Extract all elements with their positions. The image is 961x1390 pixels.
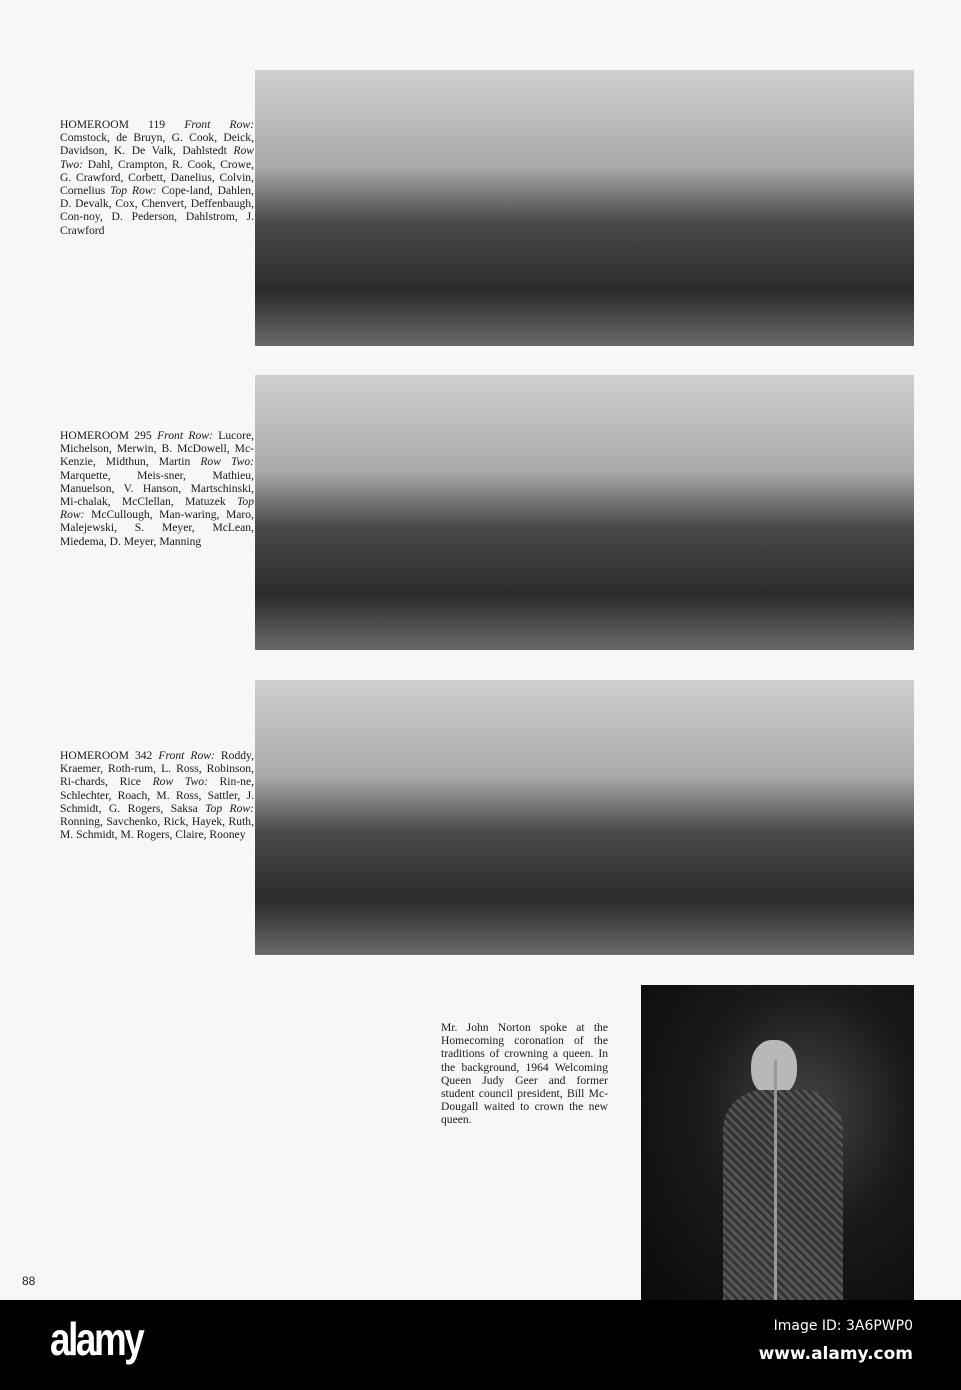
caption-text: Cope-land, Dahlen, D. Devalk, Cox, Chenvert, Deffenbaugh, Con-noy, D. Pederson, Dahlstrom, J. Crawford: [60, 184, 254, 237]
caption-label: Top Row:: [110, 184, 157, 198]
homeroom-342-photo: [255, 680, 914, 955]
caption-label: Top Row:: [60, 495, 254, 522]
caption-text: Marquette, Meis-sner, Mathieu, Manuelson, V. Hanson, Martschinski, Mi-chalak, McClellan, Matuzek: [60, 468, 254, 509]
homeroom-119-photo: [255, 70, 914, 346]
norton-caption: Mr. John Norton spoke at the Homecoming coronation of the traditions of crowning a queen. In the background, 1964 Welcoming Queen Judy Geer and former student council president, Bill Mc-Dougall waited to crown the new queen.: [441, 1021, 608, 1127]
homeroom-119-caption: [60, 118, 254, 237]
caption-text: Dahl, Crampton, R. Cook, Crowe, G. Crawford, Corbett, Danelius, Colvin, Cornelius: [60, 157, 254, 198]
homeroom-295-photo: [255, 375, 914, 650]
alamy-logo: alamy: [50, 1313, 143, 1365]
speaker-jacket: [723, 1090, 843, 1300]
norton-speaking-photo: [641, 985, 914, 1300]
page-number: 88: [22, 1274, 36, 1288]
caption-label: Front Row:: [158, 749, 215, 762]
image-id: Image ID: 3A6PWP0: [773, 1318, 913, 1334]
watermark-bar: [0, 1300, 961, 1390]
caption-text: HOMEROOM 342: [60, 749, 159, 762]
caption-text: McCullough, Man-waring, Maro, Malejewski, S. Meyer, McLean, Miedema, D. Meyer, Manning: [60, 508, 254, 548]
caption-text: Ronning, Savchenko, Rick, Hayek, Ruth, M. Schmidt, M. Rogers, Claire, Rooney: [60, 815, 254, 842]
site-url: www.alamy.com: [758, 1344, 913, 1364]
microphone-stand: [774, 1060, 777, 1300]
caption-label: Front Row:: [184, 118, 254, 131]
homeroom-342-caption: [60, 749, 254, 841]
caption-label: Row Two:: [60, 144, 254, 171]
caption-label: Top Row:: [205, 801, 254, 815]
caption-text: Roddy, Kraemer, Roth-rum, L. Ross, Robinson, Ri-chards, Rice: [60, 749, 254, 789]
caption-label: Row Two:: [200, 455, 254, 469]
homeroom-295-caption: [60, 429, 254, 548]
caption-label: Row Two:: [152, 775, 208, 789]
caption-label: Front Row:: [157, 429, 213, 442]
caption-text: HOMEROOM 119: [60, 118, 185, 131]
caption-text: Rin-ne, Schlechter, Roach, M. Ross, Sattler, J. Schmidt, G. Rogers, Saksa: [60, 775, 254, 815]
caption-text: Lucore, Michelson, Merwin, B. McDowell, Mc-Kenzie, Midthun, Martin: [60, 429, 254, 469]
caption-text: HOMEROOM 295: [60, 429, 158, 442]
caption-text: Comstock, de Bruyn, G. Cook, Deick, Davidson, K. De Valk, Dahlstedt: [60, 131, 254, 158]
